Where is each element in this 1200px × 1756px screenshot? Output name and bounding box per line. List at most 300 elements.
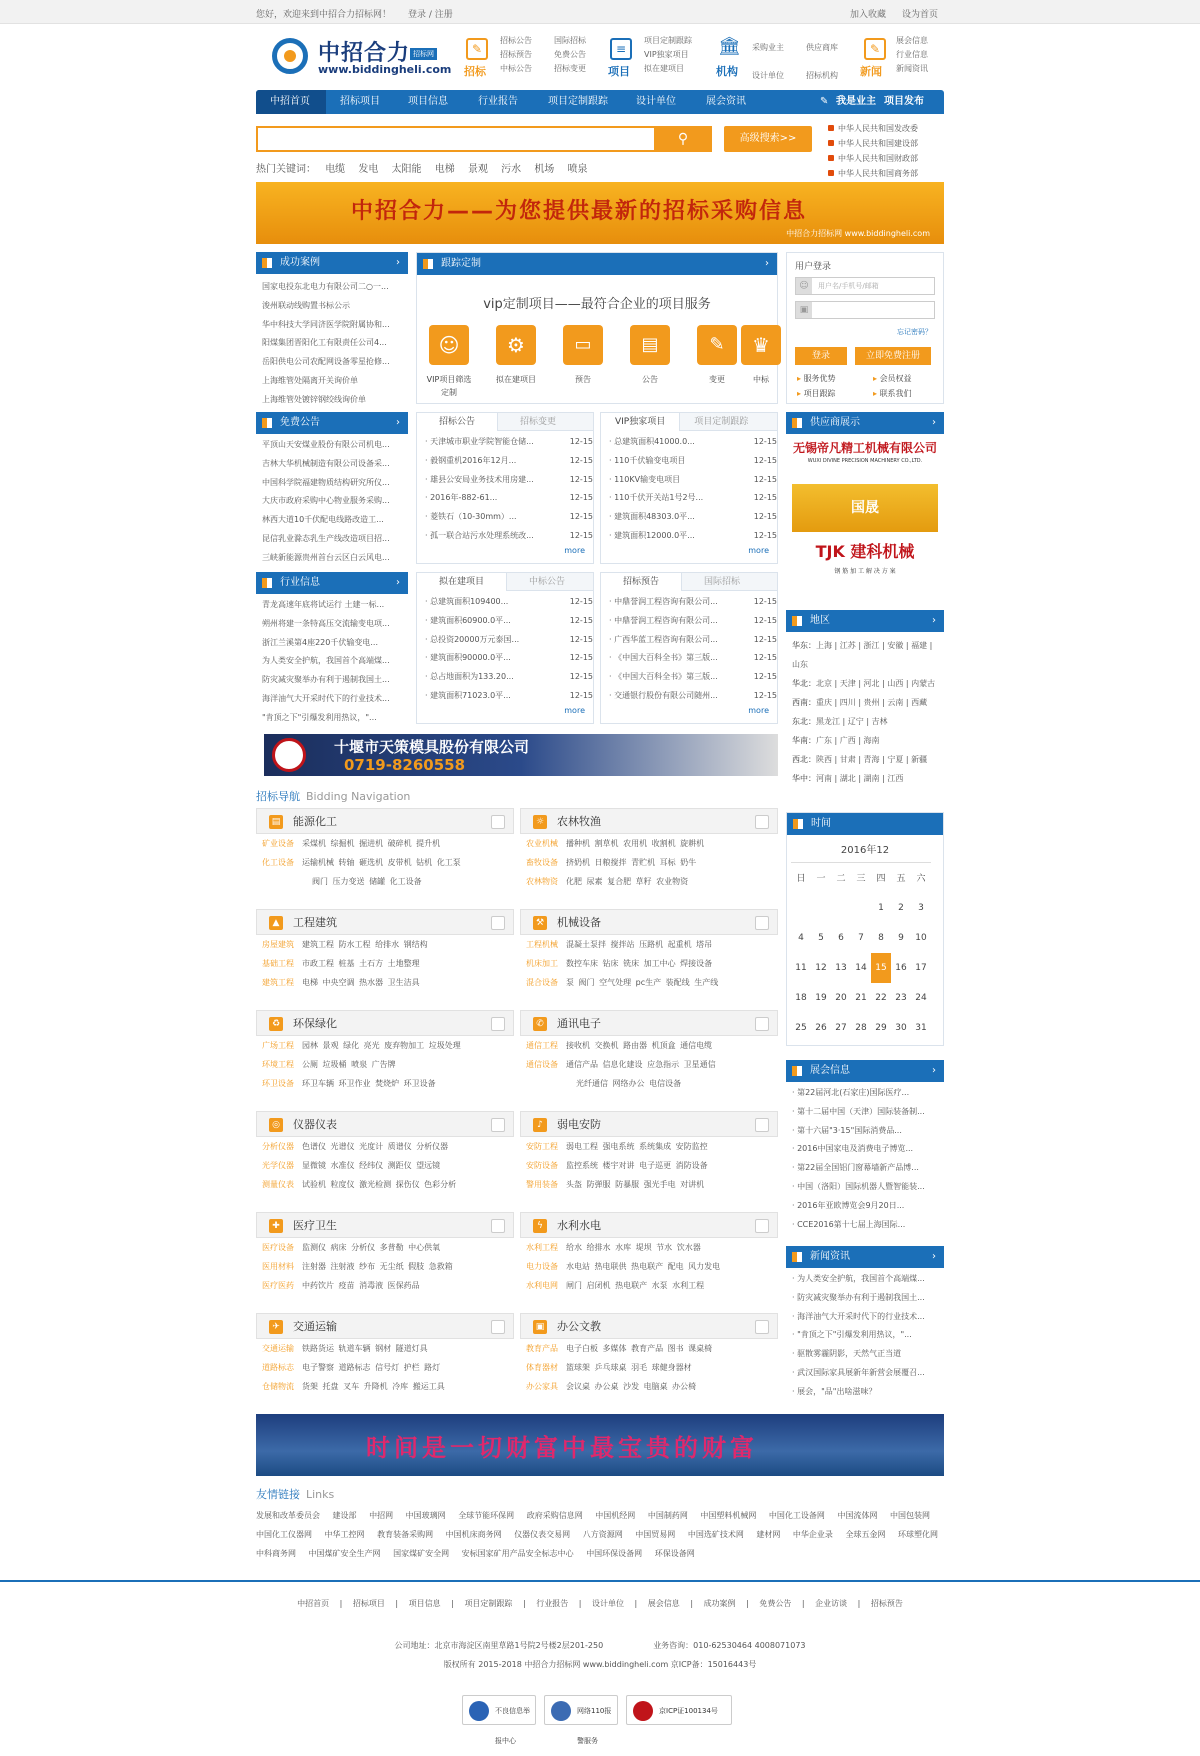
card-links[interactable]: 电子白板 多媒体 教育产品 图书 课桌椅 bbox=[566, 1344, 713, 1353]
free-panel bbox=[256, 412, 408, 564]
table-row[interactable]: · 毅钢重机2016年12月... 12-15 bbox=[425, 455, 593, 465]
day-cell[interactable]: 2 bbox=[898, 902, 904, 913]
friend-link[interactable]: 中国流体网 bbox=[837, 1511, 878, 1520]
list-item[interactable]: 华中科技大学同济医学院附属协和... bbox=[262, 319, 390, 329]
project-icon: ≡ bbox=[610, 38, 632, 60]
footer-link[interactable]: 设计单位 bbox=[592, 1599, 624, 1608]
card-title[interactable]: 机械设备 bbox=[557, 916, 601, 929]
friend-link[interactable]: 仪器仪表交易网 bbox=[514, 1530, 571, 1539]
news-icon: ✎ bbox=[864, 38, 886, 60]
list-item[interactable]: 大庆市政府采购中心物业服务采购... bbox=[262, 496, 390, 506]
more-link[interactable]: more bbox=[564, 705, 585, 715]
list-item[interactable]: 为人类安全护航，我国首个高端煤... bbox=[262, 656, 390, 666]
business-phone: 业务咨询：010-62530464 4008071073 bbox=[653, 1641, 806, 1650]
list-item[interactable]: 浚州联动线购置书标公示 bbox=[262, 300, 350, 310]
news-label[interactable]: 新闻 bbox=[860, 65, 882, 78]
table-row[interactable]: · 建筑面积71023.0平... 12-15 bbox=[425, 690, 593, 700]
friend-link[interactable]: 环保设备网 bbox=[654, 1549, 695, 1558]
tracking-link[interactable]: 项目跟踪 bbox=[803, 389, 836, 398]
card-title[interactable]: 工程建筑 bbox=[293, 916, 337, 929]
icp-badge[interactable]: 京ICP证100134号 bbox=[626, 1695, 732, 1725]
intl-links bbox=[554, 34, 586, 76]
list-item[interactable]: · 防灾减灾聚举办有利于遏制我国土... bbox=[792, 1292, 925, 1302]
link-buyer[interactable]: 采购业主 bbox=[752, 43, 784, 52]
hot-keyword[interactable]: 太阳能 bbox=[391, 164, 422, 175]
card-links[interactable]: 弱电工程 强电系统 系统集成 安防监控 bbox=[566, 1142, 708, 1151]
bid-links bbox=[500, 34, 532, 76]
advanced-search-button[interactable]: 高级搜索>> bbox=[724, 126, 812, 152]
supplier-3-sub: 钢 筋 加 工 解 决 方 案 bbox=[834, 568, 896, 575]
card-links[interactable]: 公厕 垃圾桶 喷泉 广告牌 bbox=[302, 1060, 396, 1069]
nav-owner[interactable]: 我是业主 bbox=[836, 96, 876, 107]
friend-link[interactable]: 发展和改革委员会 bbox=[256, 1511, 320, 1520]
success-header[interactable]: 成功案例 › bbox=[256, 252, 408, 274]
region-row[interactable]: 西南：重庆 | 四川 | 贵州 | 云南 | 西藏 bbox=[792, 698, 928, 707]
card-links[interactable]: 试验机 粒度仪 激光检测 探伤仪 色彩分析 bbox=[302, 1180, 457, 1189]
nav-card: ⚒ 机械设备 工程机械 混凝土泵拌 搅拌站 压路机 起重机 塔吊 机床加工 数控车床 钻床 铣床 加工中心 焊接设备 混合设备 泵 阀门 空气处理 pc生产 装配线 生产线 bbox=[520, 909, 778, 999]
table-row[interactable]: · 孤一联合站污水处理系统改... 12-15 bbox=[425, 530, 593, 540]
day-cell[interactable]: 4 bbox=[798, 932, 804, 943]
project-links bbox=[644, 34, 692, 76]
footer-link[interactable]: 免费公告 bbox=[759, 1599, 792, 1608]
list-item[interactable]: · 为人类安全护航，我国首个高端煤... bbox=[792, 1274, 925, 1283]
card-links[interactable]: 会议桌 办公桌 沙发 电脑桌 办公椅 bbox=[566, 1382, 697, 1391]
friend-link[interactable]: 建材网 bbox=[756, 1530, 781, 1539]
edit-icon: ✎ bbox=[820, 96, 829, 107]
friend-link[interactable]: 安标国家矿用产品安全标志中心 bbox=[461, 1549, 574, 1558]
list-item[interactable]: 中国科学院福建物质结构研究所仪... bbox=[262, 477, 390, 487]
register-button[interactable]: 立即免费注册 bbox=[855, 347, 931, 365]
tab-forecast[interactable]: 招标预告 bbox=[601, 573, 682, 591]
card-links[interactable]: 通信产品 信息化建设 应急指示 卫星通信 bbox=[566, 1060, 716, 1069]
login-link[interactable]: 登录 / 注册 bbox=[408, 10, 453, 20]
news-links bbox=[896, 34, 928, 76]
friend-link[interactable]: 全球五金网 bbox=[845, 1530, 886, 1539]
list-item[interactable]: · 武汉国际家具展新年新营会展覆召... bbox=[792, 1367, 925, 1377]
friend-link[interactable]: 中华工控网 bbox=[324, 1530, 365, 1539]
table-row[interactable]: · 建筑面积12000.0平... 12-15 bbox=[609, 530, 777, 540]
supplier-logo-3[interactable] bbox=[792, 538, 938, 584]
card-title[interactable]: 水利水电 bbox=[557, 1219, 601, 1232]
more-link[interactable]: more bbox=[564, 545, 585, 555]
region-header[interactable]: 地区 › bbox=[786, 610, 944, 632]
supplier-logo-2[interactable]: 国晟 bbox=[792, 484, 938, 532]
region-panel bbox=[786, 610, 944, 800]
bottom-banner[interactable] bbox=[256, 1414, 944, 1476]
ministry-link[interactable]: 中华人民共和国商务部 bbox=[828, 166, 918, 181]
password-field[interactable] bbox=[795, 301, 935, 319]
table-row[interactable]: · 110KV输变电项目 12-15 bbox=[609, 474, 777, 484]
project-label[interactable]: 项目 bbox=[608, 65, 630, 78]
table-row[interactable]: · 广西华蓝工程咨询有限公司... 12-15 bbox=[609, 634, 777, 644]
friend-link[interactable]: 中科商务网 bbox=[256, 1549, 296, 1558]
card-links[interactable]: 篮球架 乒乓球桌 羽毛 球健身器材 bbox=[566, 1363, 692, 1372]
set-homepage-link[interactable]: 设为首页 bbox=[902, 10, 939, 20]
list-item[interactable]: · 第22届河北(石家庄)国际医疗... bbox=[792, 1088, 910, 1097]
card-links[interactable]: 闸门 启闭机 热电联产 水泵 水利工程 bbox=[566, 1281, 705, 1290]
friend-link[interactable]: 八方资源网 bbox=[582, 1530, 623, 1539]
card-links[interactable]: 色谱仪 光谱仪 光度计 质谱仪 分析仪器 bbox=[302, 1142, 449, 1151]
region-row[interactable]: 华南：广东 | 广西 | 海南 bbox=[792, 736, 880, 745]
success-panel bbox=[256, 252, 408, 404]
login-title: 用户登录 bbox=[795, 262, 832, 272]
day-cell[interactable]: 3 bbox=[918, 902, 924, 913]
card-links[interactable]: 监测仪 病床 分析仪 多普勒 中心供氧 bbox=[302, 1243, 441, 1252]
add-favorite-link[interactable]: 加入收藏 bbox=[850, 10, 887, 20]
police-badge[interactable]: 网络110报警服务 bbox=[544, 1695, 618, 1725]
region-row[interactable]: 华北：北京 | 天津 | 河北 | 山西 | 内蒙古 bbox=[792, 679, 936, 688]
institution-label[interactable]: 机构 bbox=[716, 65, 738, 78]
banner-subtitle: 中招合力招标网 www.biddingheli.com bbox=[786, 229, 930, 238]
nav-publish[interactable]: 项目发布 bbox=[884, 96, 924, 107]
hot-keyword[interactable]: 机场 bbox=[534, 164, 555, 175]
report-badge[interactable]: 不良信息举报中心 bbox=[462, 1695, 536, 1725]
table-row[interactable]: · 中鼎誉润工程咨询有限公司... 12-15 bbox=[609, 597, 777, 606]
card-links[interactable]: 水电站 热电联供 热电联产 配电 风力发电 bbox=[566, 1262, 721, 1271]
news-list bbox=[786, 1268, 944, 1404]
table-row[interactable]: · 110千伏开关站1号2号... 12-15 bbox=[609, 493, 777, 503]
link-vip-project[interactable]: VIP独家项目 bbox=[644, 50, 689, 59]
logo-icon bbox=[272, 38, 308, 74]
friend-link[interactable]: 中国化工仪器网 bbox=[256, 1530, 312, 1539]
list-item[interactable]: 吉林大华机械制造有限公司设备采... bbox=[262, 458, 390, 468]
link-bid-change[interactable]: 招标变更 bbox=[554, 64, 586, 73]
card-links[interactable]: 园林 景观 绿化 亮光 废弃物加工 垃圾处理 bbox=[302, 1041, 461, 1050]
footer-link[interactable]: 项目信息 bbox=[408, 1599, 441, 1608]
footer-link[interactable]: 招标预告 bbox=[870, 1599, 903, 1608]
card-title[interactable]: 医疗卫生 bbox=[293, 1219, 337, 1232]
card-links[interactable]: 挤奶机 日粮搅拌 青贮机 耳标 奶牛 bbox=[566, 858, 697, 867]
table-row[interactable]: · 中鼎誉润工程咨询有限公司... 12-15 bbox=[609, 615, 777, 625]
card-links[interactable]: 环卫车辆 环卫作业 焚烧炉 环卫设备 bbox=[302, 1079, 436, 1088]
company-address: 公司地址：北京市海淀区南里草路1号院2号楼2层201-250 bbox=[394, 1641, 604, 1650]
friend-link[interactable]: 中国贸易网 bbox=[635, 1530, 676, 1539]
list-item[interactable]: · 第22届全国铝门窗幕墙新产品博... bbox=[792, 1163, 919, 1173]
expo-panel bbox=[786, 1060, 944, 1230]
table-row[interactable]: · 总建筑面积109400... 12-15 bbox=[425, 597, 593, 606]
list-item[interactable]: 海洋油气大开采时代下的行业技术... bbox=[262, 693, 390, 703]
footer-link[interactable]: 中招首页 bbox=[297, 1599, 330, 1608]
link-intl-bid[interactable]: 国际招标 bbox=[554, 36, 586, 45]
table-row[interactable]: · 《中国大百科全书》第三版... 12-15 bbox=[609, 653, 777, 663]
day-cell[interactable]: 1 bbox=[878, 902, 884, 913]
report-icon bbox=[469, 1701, 489, 1721]
ministry-link[interactable]: 中华人民共和国建设部 bbox=[828, 136, 918, 151]
table-row[interactable]: · 天津城市职业学院智能仓储... 12-15 bbox=[425, 437, 593, 446]
track-header[interactable]: 跟踪定制 › bbox=[417, 253, 777, 275]
list-item[interactable]: "肯顶之下"引爆发利用热议，"... bbox=[262, 712, 377, 722]
hot-keyword[interactable]: 电梯 bbox=[434, 164, 455, 175]
nav-design[interactable]: 设计单位 bbox=[636, 96, 676, 107]
list-item[interactable]: 上海维管处镀锌钢绞线询价单 bbox=[262, 394, 366, 404]
industry-panel bbox=[256, 572, 408, 724]
tab-intl[interactable]: 国际招标 bbox=[704, 577, 741, 587]
bid-label[interactable]: 招标 bbox=[464, 65, 486, 78]
list-item[interactable]: · 2016中国家电及消费电子博览... bbox=[792, 1144, 914, 1154]
list-item[interactable]: 防灾减灾聚举办有利于遏制我国土... bbox=[262, 675, 390, 685]
hot-keyword[interactable]: 喷泉 bbox=[567, 164, 588, 175]
friend-link[interactable]: 建设部 bbox=[332, 1511, 357, 1520]
list-item[interactable]: · "肯顶之下"引爆发利用热议，"... bbox=[792, 1330, 912, 1340]
table-row[interactable]: · 建筑面积60900.0平... 12-15 bbox=[425, 615, 593, 625]
table-row[interactable]: · 建筑面积48303.0平... 12-15 bbox=[609, 512, 777, 522]
card-title[interactable]: 仪器仪表 bbox=[293, 1118, 337, 1131]
bidding-nav-grid bbox=[256, 808, 778, 1408]
search-icon: ⚲ bbox=[677, 131, 689, 147]
nav-track[interactable]: 项目定制跟踪 bbox=[548, 96, 608, 107]
nav-card: ▲ 工程建筑 房屋建筑 建筑工程 防水工程 给排水 钢结构 基础工程 市政工程 桩基 土石方 土地整理 建筑工程 电梯 中央空调 热水器 卫生洁具 bbox=[256, 909, 514, 999]
expo-header[interactable]: 展会信息 › bbox=[786, 1060, 944, 1082]
region-row[interactable]: 西北：陕西 | 甘肃 | 青海 | 宁夏 | 新疆 bbox=[792, 755, 928, 764]
friend-link[interactable]: 中国塑料机械网 bbox=[700, 1511, 757, 1520]
top-banner[interactable] bbox=[256, 182, 944, 244]
link-planned-project[interactable]: 拟在建项目 bbox=[644, 64, 684, 73]
footer-divider bbox=[0, 1580, 1200, 1582]
friend-link[interactable]: 中国煤矿安全生产网 bbox=[308, 1549, 381, 1558]
friend-link[interactable]: 国家煤矿安全网 bbox=[393, 1549, 450, 1558]
card-links[interactable]: 电梯 中央空调 热水器 卫生洁具 bbox=[302, 978, 420, 987]
friend-link[interactable]: 中国化工设备网 bbox=[768, 1511, 825, 1520]
friend-link[interactable]: 中国环保设备网 bbox=[586, 1549, 643, 1558]
nav-card: ▤ 能源化工 矿业设备 采煤机 综掘机 掘进机 破碎机 提升机 化工设备 运输机械 转轴 砸选机 皮带机 钻机 化工泵 阀门 压力变送 储罐 化工设备 bbox=[256, 808, 514, 898]
list-item[interactable]: · CCE2016第十七届上海国际... bbox=[792, 1219, 906, 1229]
card-links[interactable]: 铁路货运 轨道车辆 钢材 隧道灯具 bbox=[302, 1344, 428, 1353]
tab-planned[interactable]: 拟在建项目 bbox=[417, 573, 507, 591]
card-links[interactable]: 监控系统 楼宇对讲 电子巡更 消防设备 bbox=[566, 1161, 708, 1170]
table-row[interactable]: · 110千伏输变电项目 12-15 bbox=[609, 455, 777, 465]
table-row[interactable]: · 总投资20000万元泰国... 12-15 bbox=[425, 634, 593, 644]
recycle-icon: ♻ bbox=[269, 1017, 283, 1031]
card-links[interactable]: 中药饮片 疫苗 消毒液 医保药品 bbox=[302, 1281, 420, 1290]
card-links[interactable]: 接收机 交换机 路由器 机顶盒 通信电缆 bbox=[566, 1041, 713, 1050]
nav-card: ◎ 仪器仪表 分析仪器 色谱仪 光谱仪 光度计 质谱仪 分析仪器 光学仪器 显微镜 水准仪 经纬仪 测距仪 望远镜 测量仪表 试验机 粒度仪 激光检测 探伤仪 色彩分析 bbox=[256, 1111, 514, 1201]
tab-bid-notice[interactable]: 招标公告 bbox=[417, 413, 498, 431]
tab-bid-change[interactable]: 招标变更 bbox=[520, 417, 557, 427]
hot-keywords bbox=[256, 160, 588, 175]
friend-link[interactable]: 中招网 bbox=[369, 1511, 394, 1520]
supplier-panel bbox=[786, 412, 944, 602]
friend-links bbox=[256, 1506, 946, 1563]
card-title[interactable]: 能源化工 bbox=[293, 815, 337, 828]
forgot-password-link[interactable]: 忘记密码？ bbox=[897, 328, 932, 336]
table-row[interactable]: · 《中国大百科全书》第三版... 12-15 bbox=[609, 672, 777, 682]
card-title[interactable]: 办公文教 bbox=[557, 1320, 601, 1333]
link-bid-forecast[interactable]: 招标预告 bbox=[500, 50, 532, 59]
friend-link[interactable]: 政府采购信息网 bbox=[526, 1511, 583, 1520]
card-links[interactable]: 运输机械 转轴 砸选机 皮带机 钻机 化工泵 bbox=[302, 858, 461, 867]
card-links[interactable]: 头盔 防弹服 防暴服 强光手电 对讲机 bbox=[566, 1180, 705, 1189]
search-button[interactable] bbox=[654, 126, 712, 152]
friend-link[interactable]: 中国机床商务网 bbox=[445, 1530, 502, 1539]
tab-win[interactable]: 中标公告 bbox=[529, 577, 566, 587]
company-ad[interactable] bbox=[264, 734, 778, 776]
link-news[interactable]: 新闻资讯 bbox=[896, 64, 928, 73]
tabbox-forecast bbox=[600, 572, 778, 724]
document-icon: ▤ bbox=[630, 325, 670, 365]
logo-tag: 招标网 bbox=[410, 48, 437, 60]
list-item[interactable]: 上海维管处隔离开关询价单 bbox=[262, 375, 358, 385]
list-item[interactable]: · 驱散雾霾阴影，天然气正当道 bbox=[792, 1349, 902, 1359]
free-header[interactable]: 免费公告 › bbox=[256, 412, 408, 434]
list-item[interactable]: 昆信乳业滁态乳生产线改造项目招... bbox=[262, 533, 390, 543]
nav-report[interactable]: 行业报告 bbox=[478, 96, 518, 107]
table-row[interactable]: · 总占地面积为133.20... 12-15 bbox=[425, 672, 593, 682]
list-item[interactable]: · 2016年亚欧博览会9月20日... bbox=[792, 1200, 905, 1210]
link-supplier-lib[interactable]: 供应商库 bbox=[806, 43, 838, 52]
service-link[interactable]: 服务优势 bbox=[803, 374, 836, 383]
nav-project-info[interactable]: 项目信息 bbox=[408, 96, 448, 107]
table-row[interactable]: · 菱铁石（10-30mm）... 12-15 bbox=[425, 512, 593, 522]
table-row[interactable]: · 交通银行股份有限公司随州... 12-15 bbox=[609, 690, 777, 700]
hot-keyword[interactable]: 电缆 bbox=[325, 164, 346, 175]
login-button[interactable]: 登录 bbox=[795, 347, 847, 365]
industry-list bbox=[256, 594, 408, 730]
chevron-right-icon: › bbox=[396, 257, 400, 268]
footer-link[interactable]: 行业报告 bbox=[536, 1599, 569, 1608]
link-industry[interactable]: 行业信息 bbox=[896, 50, 928, 59]
member-link[interactable]: 会员权益 bbox=[879, 374, 912, 383]
friend-link[interactable]: 中华企业录 bbox=[792, 1530, 833, 1539]
link-bid-notice[interactable]: 招标公告 bbox=[500, 36, 532, 45]
list-item[interactable]: · 海洋油气大开采时代下的行业技术... bbox=[792, 1311, 925, 1321]
card-links[interactable]: 混凝土泵拌 搅拌站 压路机 起重机 塔吊 bbox=[566, 940, 713, 949]
link-win-notice[interactable]: 中标公告 bbox=[500, 64, 532, 73]
friend-link[interactable]: 中国包装网 bbox=[890, 1511, 931, 1520]
friend-link[interactable]: 教育装备采购网 bbox=[377, 1530, 434, 1539]
friend-link[interactable]: 全球节能环保网 bbox=[458, 1511, 515, 1520]
track-panel bbox=[416, 252, 778, 404]
footer-link[interactable]: 企业访谈 bbox=[815, 1599, 848, 1608]
list-item[interactable]: 三峡新能源贵州首台云区白云风电... bbox=[262, 552, 390, 562]
list-item[interactable]: · 第十六届"3·15"国际消费品... bbox=[792, 1125, 902, 1135]
tab-vip[interactable]: VIP独家项目 bbox=[601, 413, 680, 431]
list-item[interactable]: 林西大道10千伏配电线路改造工... bbox=[262, 515, 384, 525]
card-links[interactable]: 光纤通信 网络办公 电信设备 bbox=[576, 1079, 682, 1088]
medical-icon: ✚ bbox=[269, 1219, 283, 1233]
card-links[interactable]: 播种机 割草机 农用机 收割机 旋耕机 bbox=[566, 839, 705, 848]
step-label[interactable]: 变更 bbox=[709, 375, 725, 384]
card-links[interactable]: 数控车床 钻床 铣床 加工中心 焊接设备 bbox=[566, 959, 713, 968]
card-links[interactable]: 化肥 尿素 复合肥 草籽 农业物资 bbox=[566, 877, 689, 886]
friend-link[interactable]: 中国制药网 bbox=[647, 1511, 688, 1520]
list-item[interactable]: 阳煤集团晋阳化工有限责任公司4... bbox=[262, 338, 387, 348]
hot-keyword[interactable]: 景观 bbox=[467, 164, 488, 175]
plane-icon: ✈ bbox=[269, 1320, 283, 1334]
ministry-link[interactable]: 中华人民共和国发改委 bbox=[828, 121, 918, 136]
list-item[interactable]: 青龙高速年底将试运行 土建一标... bbox=[262, 600, 385, 609]
list-item[interactable]: 平顶山天安煤业股份有限公司机电... bbox=[262, 440, 390, 449]
region-row[interactable]: 华中：河南 | 湖北 | 湖南 | 江西 bbox=[792, 774, 904, 783]
today-cell[interactable]: 15 bbox=[871, 953, 891, 983]
card-title[interactable]: 环保绿化 bbox=[293, 1017, 337, 1030]
card-links[interactable]: 市政工程 桩基 土石方 土地整理 bbox=[302, 959, 420, 968]
link-free-notice[interactable]: 免费公告 bbox=[554, 50, 586, 59]
card-links[interactable]: 建筑工程 防水工程 给排水 钢结构 bbox=[302, 940, 428, 949]
card-links[interactable]: 货架 托盘 叉车 升降机 冷库 搬运工具 bbox=[302, 1382, 445, 1391]
card-links[interactable]: 注射器 注射液 纱布 无尘纸 假肢 急救箱 bbox=[302, 1262, 453, 1271]
friend-link[interactable]: 中国选矿技术网 bbox=[687, 1530, 744, 1539]
step-label[interactable]: 中标 bbox=[753, 375, 769, 384]
footer-link[interactable]: 招标项目 bbox=[352, 1599, 385, 1608]
step-label[interactable]: 公告 bbox=[642, 375, 658, 384]
table-row[interactable]: · 2016年-882-61... 12-15 bbox=[425, 493, 593, 503]
list-item[interactable]: 岳阳供电公司农配网设备零星抢修... bbox=[262, 357, 390, 367]
search-input[interactable] bbox=[256, 126, 656, 152]
more-link[interactable]: more bbox=[748, 705, 769, 715]
supplier-header[interactable]: 供应商展示 › bbox=[786, 412, 944, 434]
list-item[interactable]: 国家电投东北电力有限公司二○一... bbox=[262, 282, 389, 291]
nav-card: ♪ 弱电安防 安防工程 弱电工程 强电系统 系统集成 安防监控 安防设备 监控系统 楼宇对讲 电子巡更 消防设备 警用装备 头盔 防弹服 防暴服 强光手电 对讲机 bbox=[520, 1111, 778, 1201]
list-item[interactable]: · 第十二届中国（天津）国际装备制... bbox=[792, 1106, 925, 1116]
card-links[interactable]: 电子警察 道路标志 信号灯 护栏 路灯 bbox=[302, 1363, 441, 1372]
card-links[interactable]: 显微镜 水准仪 经纬仪 测距仪 望远镜 bbox=[302, 1161, 441, 1170]
ministry-link[interactable]: 中华人民共和国财政部 bbox=[828, 151, 918, 166]
step-label[interactable]: 拟在建项目 bbox=[496, 375, 536, 384]
police-icon bbox=[551, 1701, 571, 1721]
username-field[interactable] bbox=[795, 277, 935, 295]
nav-expo[interactable]: 展会资讯 bbox=[706, 96, 746, 107]
nav-card: ✆ 通讯电子 通信工程 接收机 交换机 路由器 机顶盒 通信电缆 通信设备 通信产品 信息化建设 应急指示 卫星通信 光纤通信 网络办公 电信设备 bbox=[520, 1010, 778, 1100]
list-item[interactable]: · 展会，"品"出啥滋味？ bbox=[792, 1386, 877, 1396]
friend-link[interactable]: 中国玻璃网 bbox=[405, 1511, 446, 1520]
region-row[interactable]: 华东：上海 | 江苏 | 浙江 | 安徽 | 福建 | 山东 bbox=[792, 641, 933, 669]
hot-keyword[interactable]: 发电 bbox=[358, 164, 379, 175]
link-design-unit[interactable]: 设计单位 bbox=[752, 71, 784, 80]
table-row[interactable]: · 建筑面积90000.0平... 12-15 bbox=[425, 653, 593, 663]
step-label[interactable]: VIP项目筛选定制 bbox=[426, 375, 472, 397]
table-row[interactable]: · 总建筑面积41000.0... 12-15 bbox=[609, 437, 777, 446]
industry-header[interactable]: 行业信息 › bbox=[256, 572, 408, 594]
card-links[interactable]: 给水 给排水 水库 堤坝 节水 饮水器 bbox=[566, 1243, 701, 1252]
footer-link[interactable]: 项目定制跟踪 bbox=[464, 1599, 513, 1608]
nav-home[interactable]: 中招首页 bbox=[270, 96, 310, 107]
card-links[interactable]: 采煤机 综掘机 掘进机 破碎机 提升机 bbox=[302, 839, 441, 848]
more-link[interactable]: more bbox=[748, 545, 769, 555]
hot-label: 热门关键词： bbox=[256, 164, 316, 175]
friend-link[interactable]: 环球塑化网 bbox=[898, 1530, 939, 1539]
list-item[interactable]: 浙江兰溪第4座220千伏输变电... bbox=[262, 637, 378, 647]
ministry-links bbox=[828, 121, 918, 181]
step-label[interactable]: 预告 bbox=[575, 375, 591, 384]
footer-link[interactable]: 展会信息 bbox=[647, 1599, 680, 1608]
t2-list bbox=[601, 431, 777, 557]
contact-link[interactable]: 联系我们 bbox=[879, 389, 912, 398]
link-expo[interactable]: 展会信息 bbox=[896, 36, 928, 45]
tab-track[interactable]: 项目定制跟踪 bbox=[694, 417, 749, 427]
friend-link[interactable]: 中国机经网 bbox=[595, 1511, 636, 1520]
logo-name[interactable]: 中招合力 bbox=[318, 41, 411, 66]
links-title: 友情链接 Links bbox=[256, 1488, 335, 1501]
card-title[interactable]: 通讯电子 bbox=[557, 1017, 601, 1030]
supplier-logo-1[interactable] bbox=[792, 438, 938, 478]
list-item[interactable]: · 中国（洛阳）国际机器人暨智能装... bbox=[792, 1181, 925, 1191]
region-row[interactable]: 东北：黑龙江 | 辽宁 | 吉林 bbox=[792, 717, 888, 726]
link-project-track[interactable]: 项目定制跟踪 bbox=[644, 36, 692, 45]
card-title[interactable]: 交通运输 bbox=[293, 1320, 337, 1333]
card-links[interactable]: 阀门 压力变送 储罐 化工设备 bbox=[312, 877, 422, 886]
card-links[interactable]: 泵 阀门 空气处理 pc生产 装配线 生产线 bbox=[566, 978, 719, 987]
link-bid-agency[interactable]: 招标机构 bbox=[806, 71, 838, 80]
card-title[interactable]: 弱电安防 bbox=[557, 1118, 601, 1131]
list-item[interactable]: 朔州将建一条特高压交流输变电项... bbox=[262, 618, 390, 628]
chart-icon: ▭ bbox=[563, 325, 603, 365]
footer-link[interactable]: 成功案例 bbox=[703, 1599, 736, 1608]
news-header[interactable]: 新闻资讯 › bbox=[786, 1246, 944, 1268]
card-title[interactable]: 农林牧渔 bbox=[557, 815, 601, 828]
nav-bid-project[interactable]: 招标项目 bbox=[340, 96, 380, 107]
table-row[interactable]: · 雄县公安局业务技术用房建... 12-15 bbox=[425, 474, 593, 484]
hot-keyword[interactable]: 污水 bbox=[501, 164, 522, 175]
